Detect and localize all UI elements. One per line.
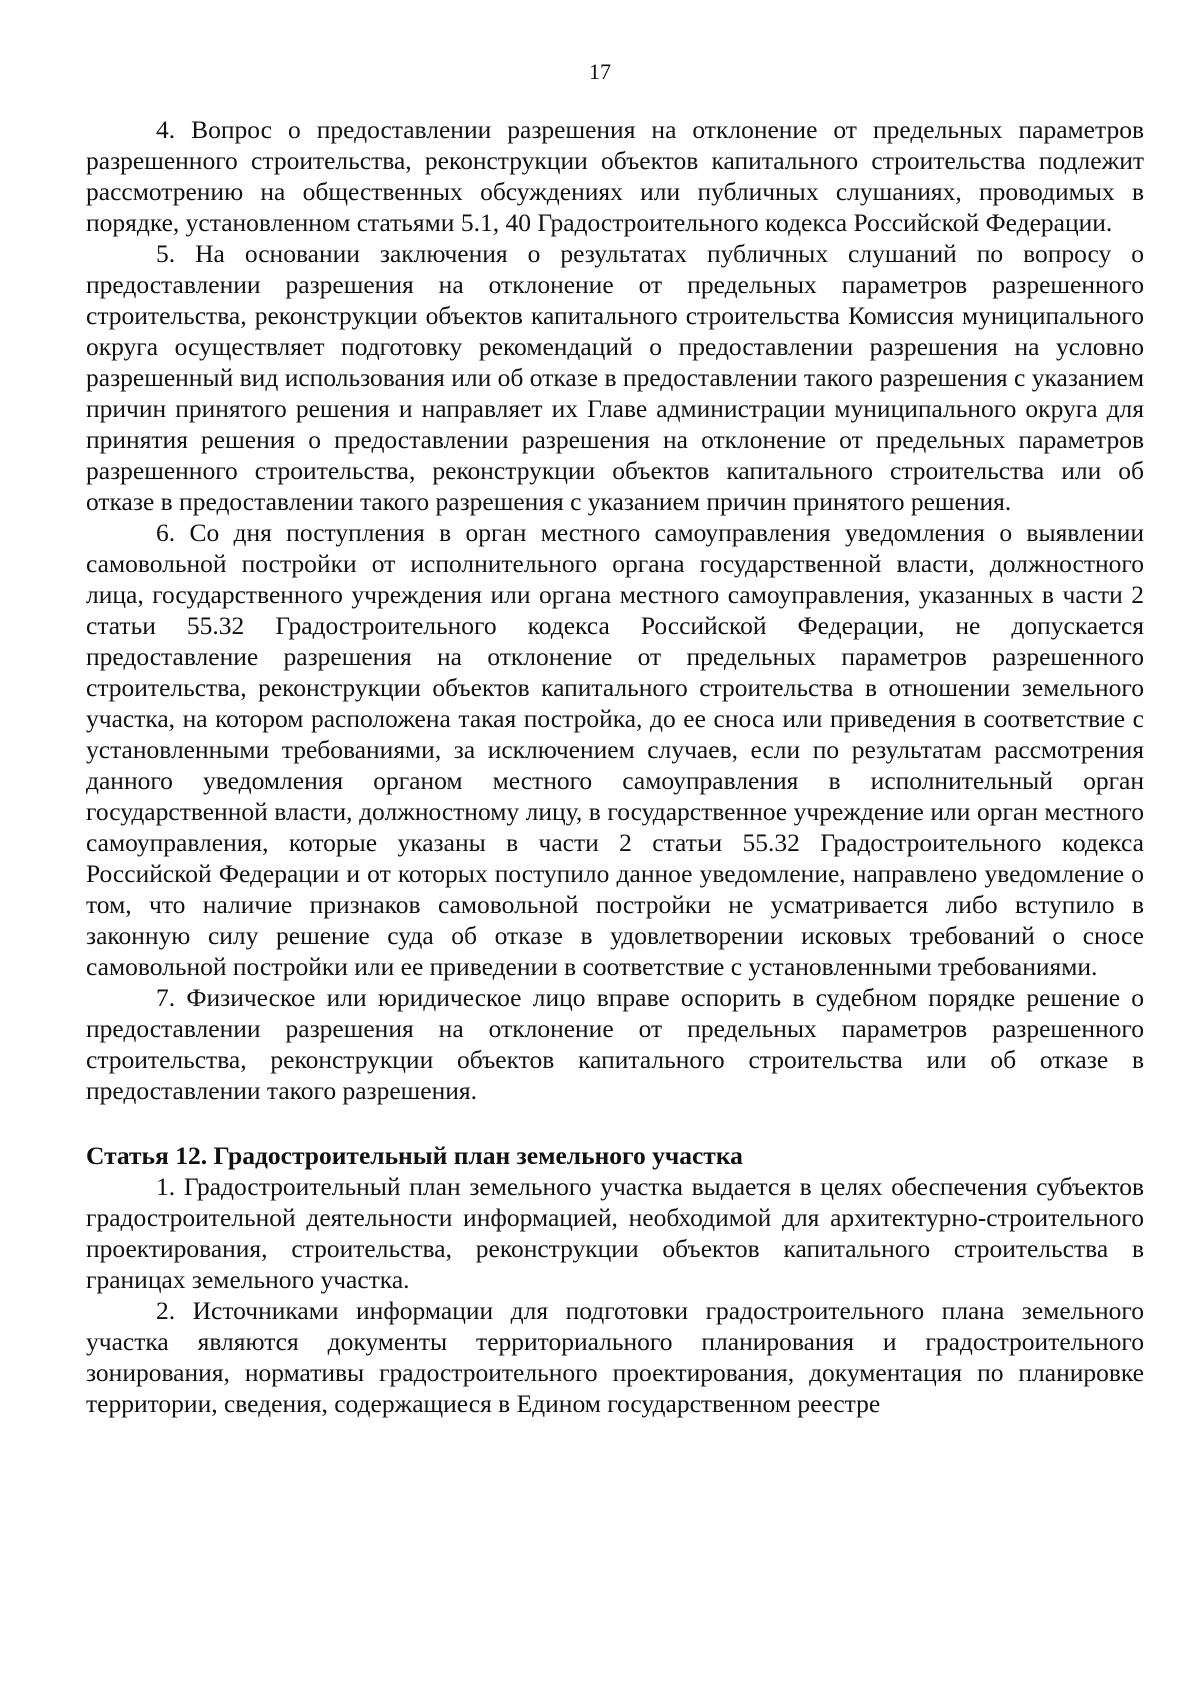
paragraph-7: 7. Физическое или юридическое лицо вправе оспорить в судебном порядке решение о предоставлении разрешения на отклонение от предельных параметров разрешенного строительства, реконструкции объектов капитального строительства или об отказе в предоставлении такого разрешения. xyxy=(86,983,1144,1105)
article-12-paragraph-2: 2. Источниками информации для подготовки градостроительного плана земельного участка являются документы территориального планирования и градостроительного зонирования, нормативы градостроительного проектирования, документация по планировке территории, сведения, содержащиеся в Едином государственном реестре xyxy=(86,1296,1144,1418)
paragraph-4: 4. Вопрос о предоставлении разрешения на отклонение от предельных параметров разрешенного строительства, реконструкции объектов капитального строительства подлежит рассмотрению на общественных обсуждениях или публичных слушаниях, проводимых в порядке, установленном статьями 5.1, 40 Градостроительного кодекса Российской Федерации. xyxy=(86,115,1144,237)
page-number: 17 xyxy=(589,59,611,84)
document-body xyxy=(86,114,1144,1419)
article-12-heading: Статья 12. Градостроительный план земельного участка xyxy=(86,1141,743,1170)
paragraph-5: 5. На основании заключения о результатах публичных слушаний по вопросу о предоставлении разрешения на отклонение от предельных параметров разрешенного строительства, реконструкции объектов капитального строительства Комиссия муниципального округа осуществляет подготовку рекомендаций о предоставлении разрешения на условно разрешенный вид использования или об отказе в предоставлении такого разрешения с указанием причин принятого решения и направляет их Главе администрации муниципального округа для принятия решения о предоставлении разрешения на отклонение от предельных параметров разрешенного строительства, реконструкции объектов капитального строительства или об отказе в предоставлении такого разрешения с указанием причин принятого решения. xyxy=(86,239,1144,516)
paragraph-6: 6. Со дня поступления в орган местного самоуправления уведомления о выявлении самовольной постройки от исполнительного органа государственной власти, должностного лица, государственного учреждения или органа местного самоуправления, указанных в части 2 статьи 55.32 Градостроительного кодекса Российской Федерации, не допускается предоставление разрешения на отклонение от предельных параметров разрешенного строительства, реконструкции объектов капитального строительства в отношении земельного участка, на котором расположена такая постройка, до ее сноса или приведения в соответствие с установленными требованиями, за исключением случаев, если по результатам рассмотрения данного уведомления органом местного самоуправления в исполнительный орган государственной власти, должностному лицу, в государственное учреждение или орган местного самоуправления, которые указаны в части 2 статьи 55.32 Градостроительного кодекса Российской Федерации и от которых поступило данное уведомление, направлено уведомление о том, что наличие признаков самовольной постройки не усматривается либо вступило в законную силу решение суда об отказе в удовлетворении исковых требований о сносе самовольной постройки или ее приведении в соответствие с установленными требованиями. xyxy=(86,518,1144,981)
article-12-paragraph-1: 1. Градостроительный план земельного участка выдается в целях обеспечения субъектов градостроительной деятельности информацией, необходимой для архитектурно-строительного проектирования, строительства, реконструкции объектов капитального строительства в границах земельного участка. xyxy=(86,1172,1144,1294)
